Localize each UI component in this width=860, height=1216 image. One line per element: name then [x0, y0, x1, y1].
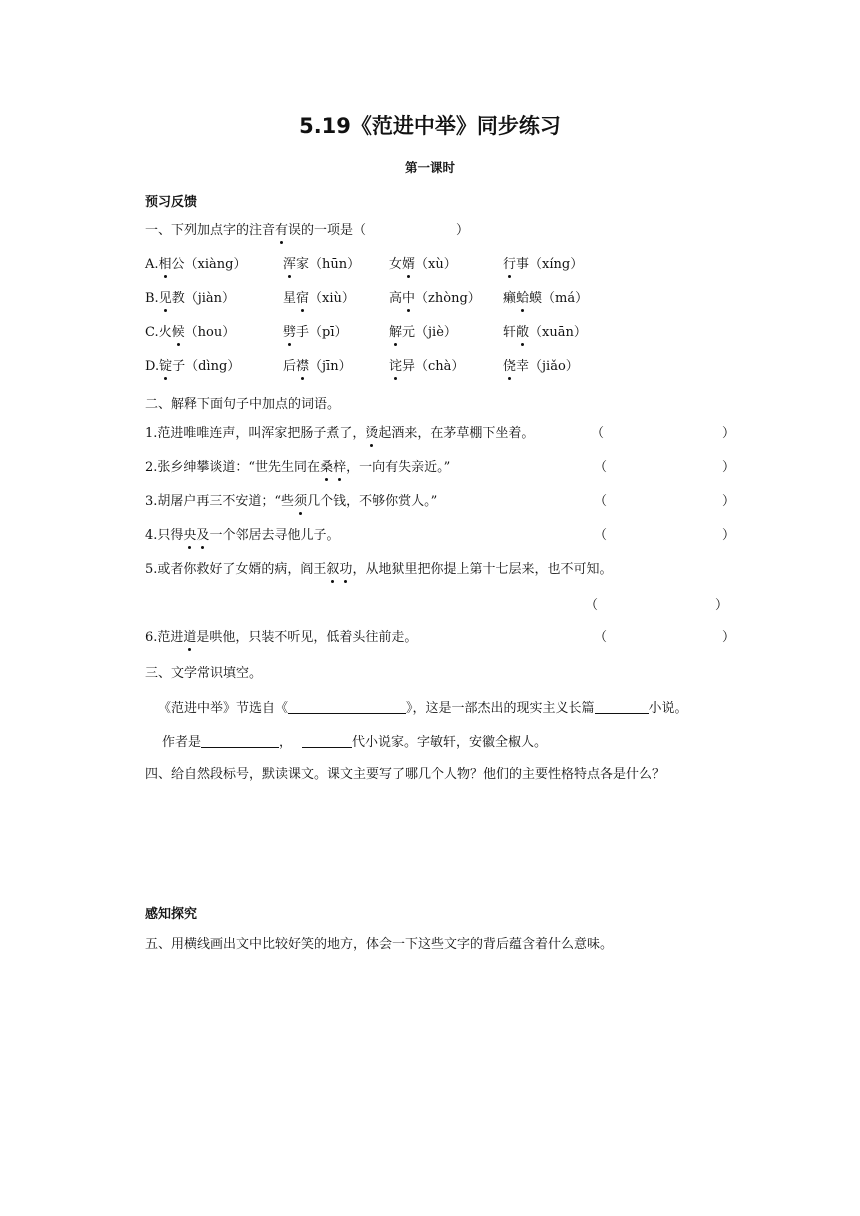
sentence-text-2: 是哄他，只装不听见，低着头往前走。: [196, 630, 418, 645]
q1-option-A-item-4: [503, 256, 583, 274]
dotted-char: 婿: [402, 257, 416, 272]
dotted-char: 叙: [326, 562, 340, 577]
dotted-word: [294, 494, 307, 509]
dotted-char: 敞: [516, 325, 530, 340]
dotted-char: 劈: [283, 325, 297, 340]
answer-paren-close: ）: [722, 494, 736, 509]
option-text: 癞: [503, 291, 517, 306]
option-pinyin: （xuān）: [529, 325, 587, 340]
answer-paren-open: （: [594, 630, 608, 645]
q3-line-2: [162, 733, 547, 752]
sentence-text: 1.范进唯唯连声，叫浑家把肠子煮了，: [145, 426, 366, 441]
option-pinyin: （xiù）: [309, 291, 355, 306]
q2-item-5: [145, 561, 612, 579]
dotted-char: 诧: [389, 359, 403, 374]
option-pinyin: 公（xiàng）: [171, 257, 247, 272]
question-2-stem: 二、解释下面句子中加点的词语。: [145, 397, 341, 412]
option-pinyin: 事（xíng）: [516, 257, 584, 272]
sentence-text-2: ，一向有失亲近。”: [346, 460, 451, 475]
sentence-text-2: 几个钱，不够你赏人。”: [307, 494, 438, 509]
q3-line-1: [158, 699, 688, 718]
option-pinyin: （hou）: [184, 325, 236, 340]
dotted-word: [365, 426, 378, 441]
page-title: 5.19《范进中举》同步练习: [299, 114, 561, 138]
answer-paren-close: ）: [722, 460, 736, 475]
dotted-char: 解: [389, 325, 403, 340]
option-text: A.: [145, 257, 159, 272]
q1-option-B-item-1: [145, 290, 235, 308]
option-pinyin: （jīn）: [309, 359, 352, 374]
lesson-subtitle: 第一课时: [404, 160, 455, 175]
q1-option-D-item-4: [503, 358, 579, 376]
option-text: 女: [389, 257, 403, 272]
answer-paren-close: ）: [722, 528, 736, 543]
option-text: 后: [283, 359, 297, 374]
q3-line2-text-c: 代小说家。字敏轩，安徽全椒人。: [352, 735, 548, 750]
q2-item-3: [145, 493, 437, 511]
q2-item-1: [145, 425, 534, 443]
option-pinyin: （xù）: [415, 257, 457, 272]
answer-paren-open: （: [591, 426, 605, 441]
question-1-stem: [145, 222, 366, 240]
option-pinyin: 教（jiàn）: [171, 291, 236, 306]
q3-line1-text-c: 小说。: [648, 701, 688, 716]
answer-paren-open: （: [594, 528, 608, 543]
q1-option-B-item-2: [283, 290, 355, 308]
dotted-char: 行: [503, 257, 517, 272]
q2-item-4: [145, 527, 339, 545]
option-text: C.火: [145, 325, 172, 340]
q3-line2-text-b: ，: [279, 735, 293, 750]
q1-stem-dotted-char: 有: [275, 223, 289, 238]
dotted-char: 须: [294, 494, 308, 509]
sentence-text: 6.范进: [145, 630, 184, 645]
q2-item-2: [145, 459, 450, 477]
q1-option-A-item-1: [145, 256, 246, 274]
option-text: B.: [145, 291, 159, 306]
dotted-word: [320, 460, 346, 475]
dotted-char: 宿: [296, 291, 310, 306]
sentence-text: 5.或者你救好了女婿的病，阎王: [145, 562, 327, 577]
q1-option-D-item-2: [283, 358, 352, 376]
dotted-word: [326, 562, 352, 577]
q1-option-C-item-1: [145, 324, 235, 342]
q1-option-C-item-3: [389, 324, 457, 342]
dotted-word: [183, 630, 196, 645]
dotted-char: 侥: [503, 359, 517, 374]
dynasty-blank[interactable]: [302, 733, 352, 748]
q2-item-6: [145, 629, 417, 647]
dotted-char: 功: [339, 562, 353, 577]
dotted-char: 锭: [159, 359, 173, 374]
section-heading-explore: 感知探究: [145, 907, 198, 922]
dotted-char: 烫: [365, 426, 379, 441]
dotted-char: 候: [171, 325, 185, 340]
q1-option-D-item-1: [145, 358, 240, 376]
book-title-blank[interactable]: [288, 699, 406, 714]
answer-paren-open: （: [594, 460, 608, 475]
option-pinyin: 子（dìng）: [172, 359, 241, 374]
sentence-text-2: 起酒来，在茅草棚下坐着。: [378, 426, 535, 441]
question-3-stem: 三、文学常识填空。: [145, 666, 263, 681]
answer-paren-close: ）: [722, 426, 736, 441]
author-blank[interactable]: [201, 733, 279, 748]
option-pinyin: 元（jiè）: [402, 325, 457, 340]
sentence-text: 3.胡屠户再三不安道；“些: [145, 494, 295, 509]
dotted-char: 桑: [320, 460, 334, 475]
sentence-text: 2.张乡绅攀谈道：“世先生同在: [145, 460, 321, 475]
dotted-char: 道: [183, 630, 197, 645]
dotted-char: 梓: [333, 460, 347, 475]
option-pinyin: 蟆（má）: [529, 291, 589, 306]
dotted-char: 蛤: [516, 291, 530, 306]
q1-option-C-item-4: [503, 324, 587, 342]
q1-option-A-item-3: [389, 256, 457, 274]
option-text: 星: [283, 291, 297, 306]
q3-line1-text-b: 》，这是一部杰出的现实主义长篇: [406, 701, 595, 716]
dotted-char: 襟: [296, 359, 310, 374]
q1-option-C-item-2: [283, 324, 348, 342]
option-pinyin: （zhòng）: [415, 291, 481, 306]
sentence-text: 4.只得: [145, 528, 184, 543]
sentence-text-2: 一个邻居去寻他儿子。: [209, 528, 340, 543]
question-4-stem: 四、给自然段标号，默读课文。课文主要写了哪几个人物？他们的主要性格特点各是什么？: [145, 767, 666, 782]
q1-option-A-item-2: [283, 256, 360, 274]
option-text: 轩: [503, 325, 517, 340]
q3-line2-text-a: 作者是: [162, 735, 202, 750]
dotted-char: 见: [158, 291, 172, 306]
dotted-char: 央: [183, 528, 197, 543]
genre-blank[interactable]: [595, 699, 649, 714]
sentence-text-2: ，从地狱里把你提上第十七层来，也不可知。: [352, 562, 613, 577]
answer-paren-open: （: [585, 598, 599, 613]
option-pinyin: 手（pī）: [296, 325, 348, 340]
question-5-stem: 五、用横线画出文中比较好笑的地方，体会一下这些文字的背后蕴含着什么意味。: [145, 937, 614, 952]
dotted-char: 及: [196, 528, 210, 543]
dotted-char: 中: [402, 291, 416, 306]
option-pinyin: 幸（jiǎo）: [516, 359, 579, 374]
q1-stem-text: 一、下列加点字的注音: [145, 223, 276, 238]
option-pinyin: 异（chà）: [402, 359, 465, 374]
option-text: D.: [145, 359, 160, 374]
q1-option-B-item-3: [389, 290, 481, 308]
option-pinyin: 家（hūn）: [296, 257, 361, 272]
dotted-char: 相: [158, 257, 172, 272]
q3-line1-text-a: 《范进中举》节选自《: [158, 701, 289, 716]
answer-paren-close: ）: [722, 630, 736, 645]
q1-option-B-item-4: [503, 290, 588, 308]
answer-paren-open: （: [594, 494, 608, 509]
option-text: 高: [389, 291, 403, 306]
dotted-char: 浑: [283, 257, 297, 272]
q1-option-D-item-3: [389, 358, 464, 376]
section-heading-preview: 预习反馈: [145, 195, 198, 210]
dotted-word: [183, 528, 209, 543]
q1-stem-text-2: 误的一项是（: [288, 223, 367, 238]
answer-paren-close: ）: [715, 598, 729, 613]
q1-answer-paren-close: ）: [456, 223, 470, 238]
